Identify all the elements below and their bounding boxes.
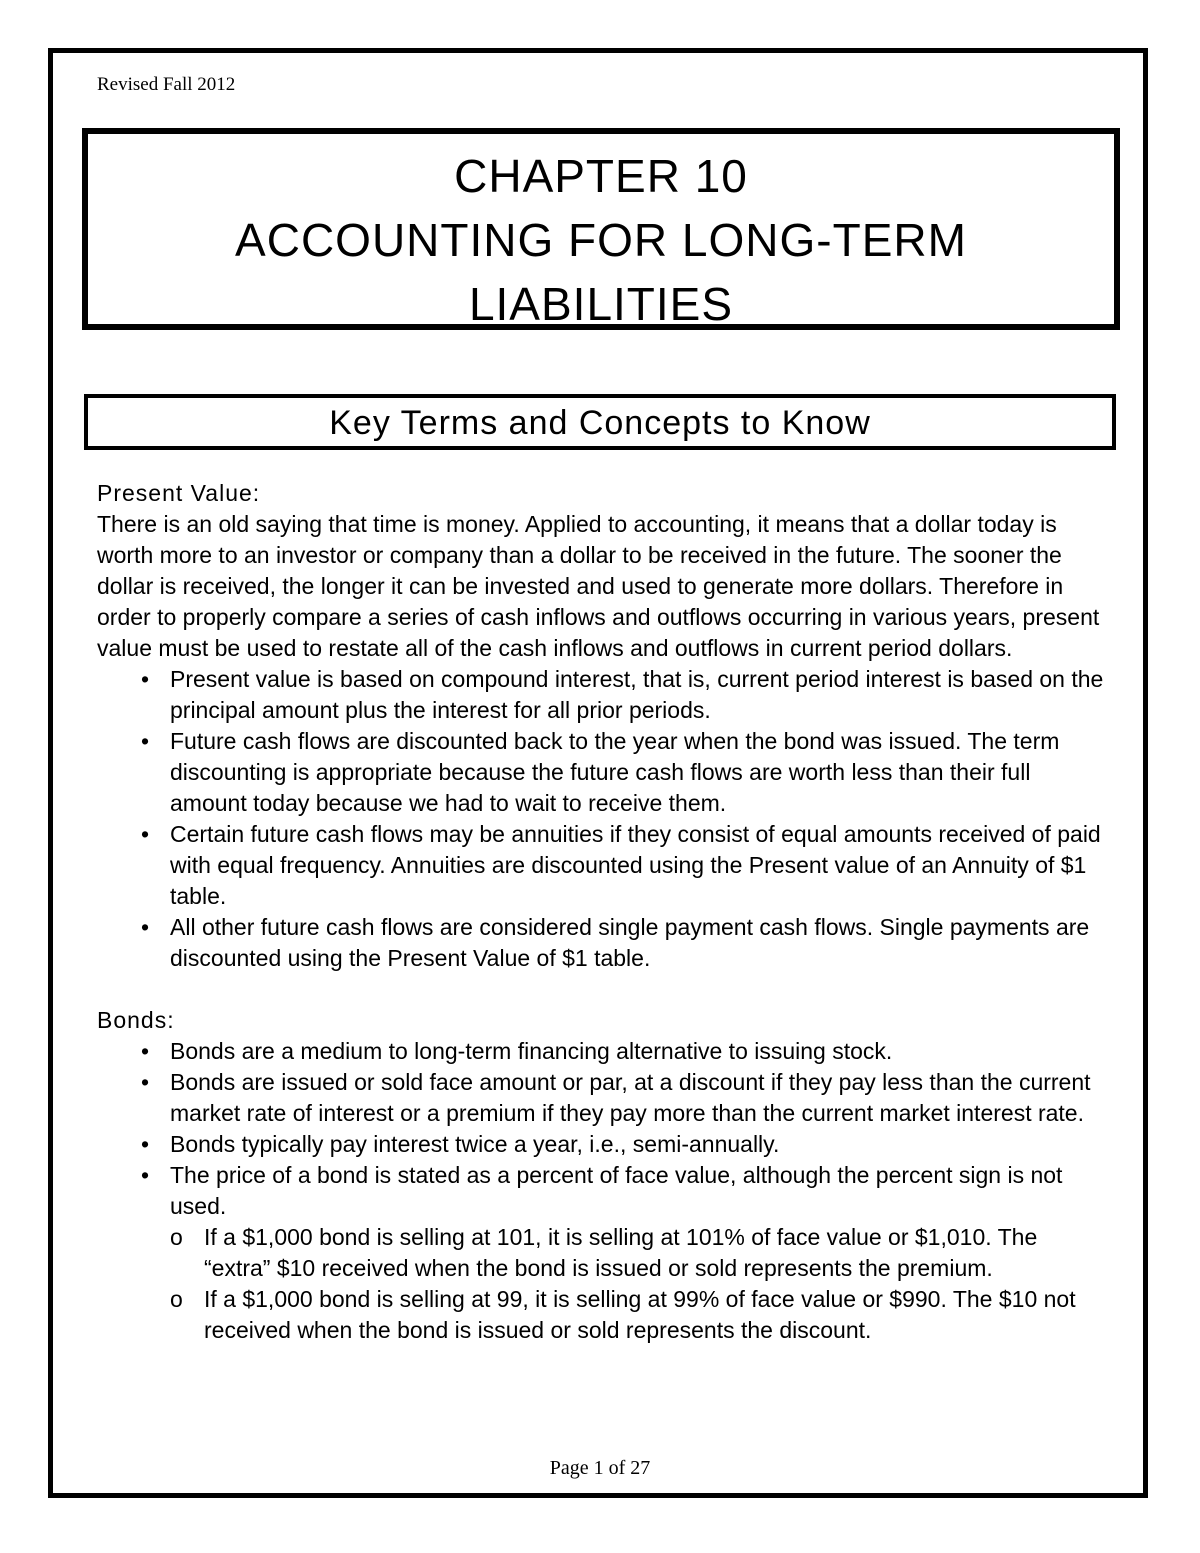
- bullet-icon: •: [140, 1038, 150, 1064]
- circle-bullet-icon: o: [170, 1286, 183, 1312]
- document-body: [97, 478, 1107, 1346]
- bonds-heading: Bonds:: [97, 1007, 175, 1033]
- bullet-icon: •: [140, 666, 150, 692]
- list-item: • Certain future cash flows may be annuities if they consist of equal amounts received of paid with equal frequency. Annuities are discounted using the Present value of an Annuity of $1 table.: [97, 819, 1107, 912]
- list-item: • All other future cash flows are considered single payment cash flows. Single payments are discounted using the Present Value of $1 table.: [97, 912, 1107, 974]
- present-value-list: [97, 664, 1107, 974]
- bullet-icon: •: [140, 728, 150, 754]
- present-value-heading: Present Value:: [97, 480, 261, 506]
- sub-list-item: o If a $1,000 bond is selling at 101, it is selling at 101% of face value or $1,010. The “extra” $10 received when the bond is issued or sold represents the premium.: [170, 1224, 1038, 1281]
- bullet-icon: •: [140, 821, 150, 847]
- bullet-icon: •: [140, 914, 150, 940]
- bullet-icon: •: [140, 1069, 150, 1095]
- list-item: • Bonds typically pay interest twice a year, i.e., semi-annually.: [97, 1129, 1107, 1160]
- key-terms-heading: Key Terms and Concepts to Know: [84, 394, 1116, 450]
- bullet-icon: •: [140, 1131, 150, 1157]
- chapter-title-line-1: ACCOUNTING FOR LONG-TERM: [235, 214, 967, 266]
- bond-price-examples: [170, 1222, 1107, 1346]
- page-number: Page 1 of 27: [549, 1457, 651, 1479]
- chapter-number: CHAPTER 10: [454, 150, 748, 202]
- circle-bullet-icon: o: [170, 1224, 183, 1250]
- chapter-title-box: [82, 128, 1120, 330]
- list-item: • The price of a bond is stated as a percent of face value, although the percent sign is not used. o If a $1,000 bond is selling at 101, it is selling at 101% of face value or $1,010. The “extra” $10 received when the bond is issued or sold represents the premium. o If a $1,000 bond is selling at 99, it is selling at 99% of face value or $990. The $10 not received when the bond is issued or sold represents the discount.: [97, 1160, 1107, 1346]
- revised-date: Revised Fall 2012: [97, 74, 236, 95]
- bullet-icon: •: [140, 1162, 150, 1188]
- list-item: • Bonds are a medium to long-term financing alternative to issuing stock.: [97, 1036, 1107, 1067]
- list-item: • Present value is based on compound interest, that is, current period interest is based on the principal amount plus the interest for all prior periods.: [97, 664, 1107, 726]
- list-item: • Future cash flows are discounted back to the year when the bond was issued. The term discounting is appropriate because the future cash flows are worth less than their full amount today because we had to wait to receive them.: [97, 726, 1107, 819]
- chapter-title-line-2: LIABILITIES: [468, 278, 734, 330]
- sub-list-item: o If a $1,000 bond is selling at 99, it is selling at 99% of face value or $990. The $10 not received when the bond is issued or sold represents the discount.: [170, 1286, 1076, 1343]
- bonds-list: [97, 1036, 1107, 1346]
- present-value-paragraph: There is an old saying that time is money. Applied to accounting, it means that a dollar today is worth more to an investor or company than a dollar to be received in the future. The sooner the dollar is received, the longer it can be invested and used to generate more dollars. Therefore in order to properly compare a series of cash inflows and outflows occurring in various years, present value must be used to restate all of the cash inflows and outflows in current period dollars.: [97, 511, 1100, 661]
- list-item: • Bonds are issued or sold face amount or par, at a discount if they pay less than the current market rate of interest or a premium if they pay more than the current market interest rate.: [97, 1067, 1107, 1129]
